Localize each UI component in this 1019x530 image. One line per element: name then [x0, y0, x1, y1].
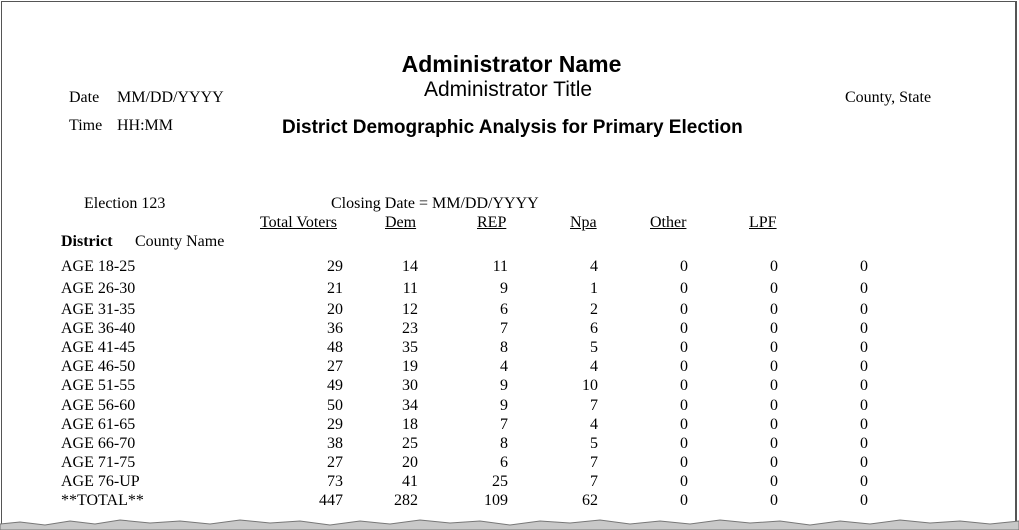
- table-cell: 0: [770, 320, 778, 337]
- table-cell: 0: [770, 258, 778, 275]
- column-header-rep: REP: [477, 214, 507, 231]
- row-label: AGE 66-70: [61, 435, 136, 452]
- table-cell: 35: [402, 339, 418, 356]
- table-cell: 9: [500, 280, 508, 297]
- table-cell: 19: [402, 358, 418, 375]
- table-cell: 23: [402, 320, 418, 337]
- administrator-title: Administrator Title: [424, 78, 593, 101]
- table-cell: 27: [327, 358, 343, 375]
- table-cell: 0: [680, 258, 688, 275]
- table-cell: 0: [680, 473, 688, 490]
- column-header-dem: Dem: [385, 214, 417, 231]
- table-cell: 73: [327, 473, 343, 490]
- table-cell: 9: [500, 377, 508, 394]
- administrator-name: Administrator Name: [401, 51, 622, 77]
- table-cell: 21: [327, 280, 343, 297]
- table-cell: 7: [590, 454, 598, 471]
- table-cell: 0: [770, 435, 778, 452]
- table-cell: 0: [860, 358, 868, 375]
- table-cell: 12: [402, 301, 418, 318]
- table-cell: 0: [680, 492, 688, 509]
- row-label: **TOTAL**: [61, 492, 144, 509]
- table-cell: 0: [860, 258, 868, 275]
- row-label: AGE 61-65: [61, 416, 136, 433]
- row-label: AGE 31-35: [61, 301, 136, 318]
- table-cell: 0: [680, 416, 688, 433]
- table-cell: 0: [770, 377, 778, 394]
- table-cell: 9: [500, 397, 508, 414]
- column-header-total-voters: Total Voters: [260, 214, 337, 231]
- table-cell: 4: [590, 358, 598, 375]
- date-value: MM/DD/YYYY: [117, 89, 224, 106]
- table-cell: 7: [500, 416, 508, 433]
- table-cell: 20: [402, 454, 418, 471]
- table-cell: 29: [327, 258, 343, 275]
- table-cell: 447: [319, 492, 343, 509]
- table-cell: 49: [327, 377, 343, 394]
- table-cell: 0: [770, 416, 778, 433]
- table-cell: 0: [680, 358, 688, 375]
- table-cell: 7: [590, 473, 598, 490]
- row-label: AGE 71-75: [61, 454, 136, 471]
- table-cell: 0: [860, 397, 868, 414]
- table-cell: 0: [860, 492, 868, 509]
- table-cell: 0: [860, 320, 868, 337]
- row-label: AGE 41-45: [61, 339, 136, 356]
- row-label: AGE 56-60: [61, 397, 136, 414]
- table-cell: 25: [492, 473, 508, 490]
- time-value: HH:MM: [117, 117, 174, 134]
- table-cell: 11: [492, 258, 508, 275]
- row-label: AGE 26-30: [61, 280, 136, 297]
- table-cell: 0: [680, 320, 688, 337]
- table-cell: 7: [590, 397, 598, 414]
- table-cell: 6: [500, 301, 508, 318]
- row-label: AGE 51-55: [61, 377, 136, 394]
- county-name: County Name: [135, 233, 225, 250]
- date-label: Date: [69, 89, 100, 106]
- table-cell: 1: [590, 280, 598, 297]
- table-cell: 27: [327, 454, 343, 471]
- table-cell: 0: [680, 397, 688, 414]
- time-label: Time: [69, 117, 103, 134]
- table-cell: 18: [402, 416, 418, 433]
- table-cell: 0: [770, 492, 778, 509]
- table-cell: 0: [770, 280, 778, 297]
- table-cell: 0: [770, 339, 778, 356]
- table-cell: 0: [770, 358, 778, 375]
- table-cell: 109: [484, 492, 508, 509]
- table-cell: 20: [327, 301, 343, 318]
- table-cell: 4: [500, 358, 508, 375]
- table-cell: 0: [860, 339, 868, 356]
- table-cell: 0: [860, 377, 868, 394]
- table-cell: 38: [327, 435, 343, 452]
- table-cell: 0: [770, 301, 778, 318]
- table-cell: 282: [394, 492, 418, 509]
- table-cell: 7: [500, 320, 508, 337]
- table-cell: 5: [590, 339, 598, 356]
- table-cell: 29: [327, 416, 343, 433]
- table-cell: 5: [590, 435, 598, 452]
- table-cell: 0: [770, 454, 778, 471]
- closing-date: Closing Date = MM/DD/YYYY: [331, 195, 539, 212]
- table-cell: 62: [582, 492, 598, 509]
- column-header-other: Other: [650, 214, 687, 231]
- table-cell: 0: [680, 454, 688, 471]
- table-cell: 11: [402, 280, 418, 297]
- table-cell: 0: [860, 454, 868, 471]
- table-cell: 0: [680, 301, 688, 318]
- table-cell: 50: [327, 397, 343, 414]
- table-cell: 10: [582, 377, 598, 394]
- table-cell: 6: [590, 320, 598, 337]
- table-cell: 6: [500, 454, 508, 471]
- table-cell: 4: [590, 416, 598, 433]
- row-label: AGE 18-25: [61, 258, 136, 275]
- county-state: County, State: [845, 89, 932, 106]
- table-cell: 0: [860, 416, 868, 433]
- district-label: District: [61, 233, 113, 250]
- table-cell: 34: [402, 397, 418, 414]
- table-cell: 0: [680, 435, 688, 452]
- table-cell: 36: [327, 320, 343, 337]
- table-cell: 41: [402, 473, 418, 490]
- table-cell: 2: [590, 301, 598, 318]
- column-header-npa: Npa: [570, 214, 597, 231]
- table-cell: 0: [860, 435, 868, 452]
- table-cell: 0: [860, 473, 868, 490]
- table-cell: 14: [402, 258, 418, 275]
- row-label: AGE 46-50: [61, 358, 136, 375]
- row-label: AGE 36-40: [61, 320, 136, 337]
- table-cell: 8: [500, 435, 508, 452]
- table-cell: 0: [860, 301, 868, 318]
- report-title: District Demographic Analysis for Primary Election: [282, 117, 743, 138]
- table-cell: 0: [860, 280, 868, 297]
- table-cell: 30: [402, 377, 418, 394]
- table-cell: 0: [770, 473, 778, 490]
- table-cell: 8: [500, 339, 508, 356]
- election-label: Election 123: [84, 195, 166, 212]
- table-cell: 48: [327, 339, 343, 356]
- table-cell: 0: [680, 377, 688, 394]
- table-cell: 25: [402, 435, 418, 452]
- row-label: AGE 76-UP: [61, 473, 140, 490]
- column-header-lpf: LPF: [749, 214, 777, 231]
- table-cell: 4: [590, 258, 598, 275]
- torn-edge: [0, 516, 1019, 530]
- table-cell: 0: [680, 339, 688, 356]
- table-cell: 0: [680, 280, 688, 297]
- table-cell: 0: [770, 397, 778, 414]
